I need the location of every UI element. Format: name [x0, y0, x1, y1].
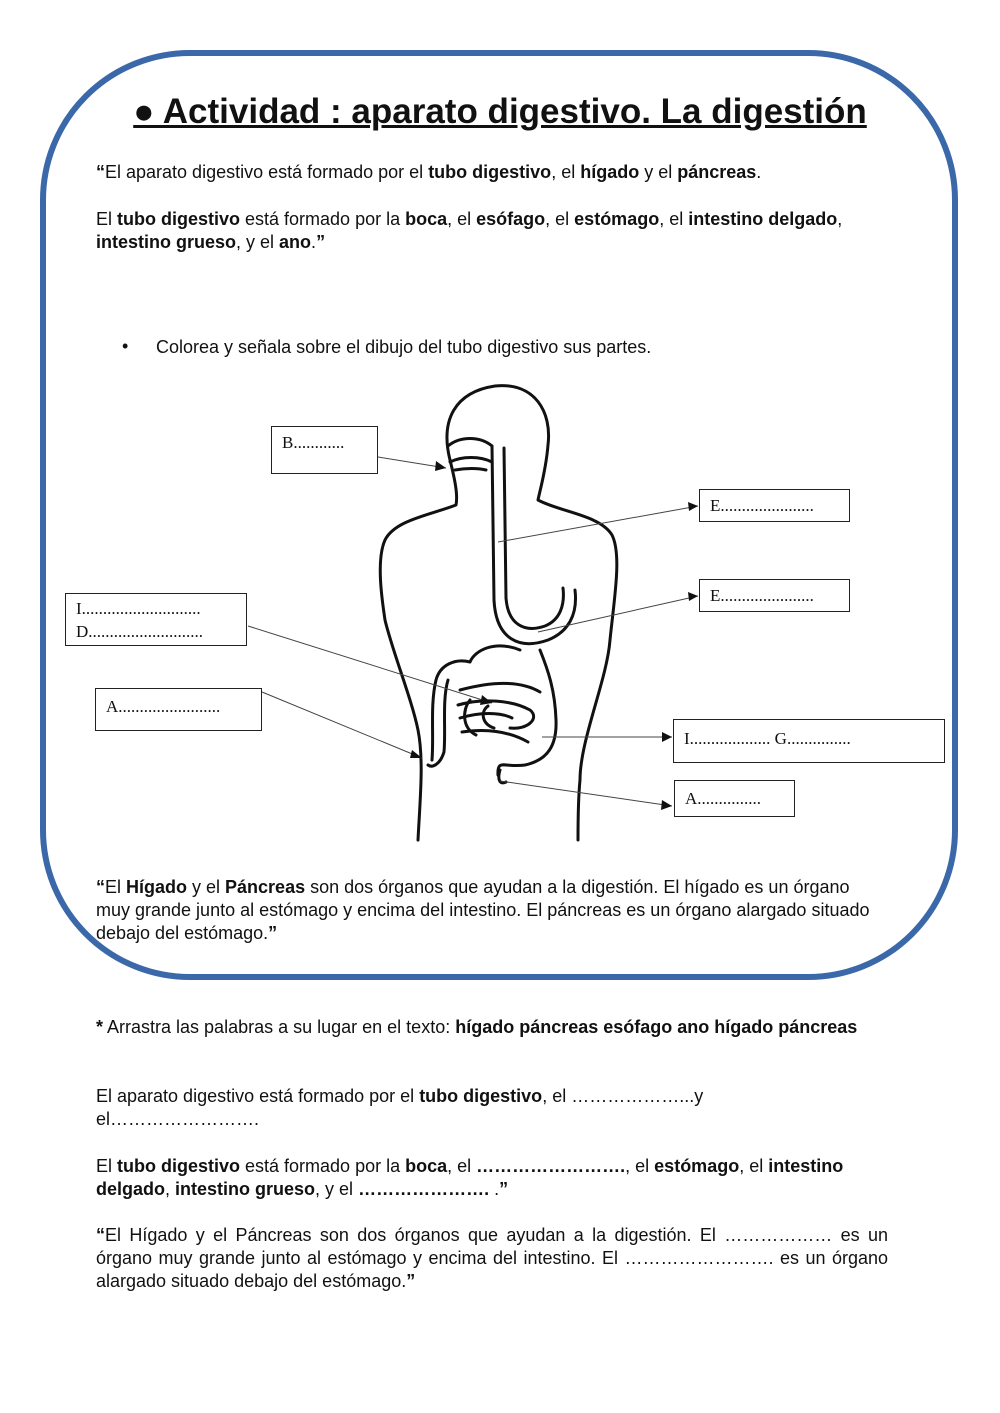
organs-paragraph: “El Hígado y el Páncreas son dos órganos que ayudan a la digestión. El hígado es un órgano muy grande junto al estómago y encima del intestino. El páncreas es un órgano alargado situado debajo del estómago.” — [96, 877, 870, 943]
fill-blank-ano[interactable]: …………………. — [358, 1179, 490, 1199]
label-text-ig: I................... G............... — [684, 729, 851, 748]
bullet-instruction: Colorea y señala sobre el dibujo del tubo digestivo sus partes. — [156, 337, 652, 357]
label-box-boca[interactable] — [271, 426, 378, 474]
fill-paragraph-3: “El Hígado y el Páncreas son dos órganos que ayudan a la digestión. El ……………… es un órgano muy grande junto al estómago y encima del intestino. El ……………………. es un órgano alargado situado debajo del estómago.” — [96, 1225, 888, 1291]
intro-paragraph-1: “El aparato digestivo está formado por el tubo digestivo, el hígado y el páncreas. — [96, 162, 762, 182]
drag-word-bank[interactable]: hígado páncreas esófago ano hígado páncreas — [455, 1017, 858, 1037]
page-title: ● Actividad : aparato digestivo. La digestión — [133, 92, 867, 131]
label-text-estomago: E...................... — [710, 586, 814, 605]
label-box-esofago[interactable] — [699, 489, 850, 522]
intro-paragraph-2: El tubo digestivo está formado por la boca, el esófago, el estómago, el intestino delgado, intestino grueso, y el ano.” — [96, 209, 843, 252]
label-box-ano[interactable] — [674, 780, 795, 817]
label-text-boca: B............ — [282, 433, 345, 452]
label-text-esofago: E...................... — [710, 496, 814, 515]
fill-paragraph-2: El tubo digestivo está formado por la boca, el ……………………., el estómago, el intestino delgado, intestino grueso, y el …………………. .” — [96, 1156, 844, 1199]
drag-instruction: * Arrastra las palabras a su lugar en el texto: hígado páncreas esófago ano hígado páncreas — [96, 1017, 858, 1037]
label-box-higado[interactable] — [95, 688, 262, 731]
fill-blank-1[interactable]: , el ………………...y el……………………. — [96, 1086, 704, 1129]
label-text-ano: A............... — [685, 789, 762, 808]
label-box-intestino-delgado[interactable] — [65, 593, 247, 646]
label-box-intestino-grueso[interactable] — [673, 719, 945, 763]
fill-paragraph-1: El aparato digestivo está formado por el tubo digestivo, el ………………...y el……………………. — [96, 1086, 704, 1129]
label-text-id-line2: D........................... — [76, 622, 204, 641]
label-text-higado: A........................ — [106, 697, 221, 716]
fill-blank-esofago[interactable]: ……………………. — [476, 1156, 626, 1176]
label-box-estomago[interactable] — [699, 579, 850, 612]
label-text-id-line1: I............................ — [76, 599, 201, 618]
bullet-dot: • — [122, 336, 129, 356]
